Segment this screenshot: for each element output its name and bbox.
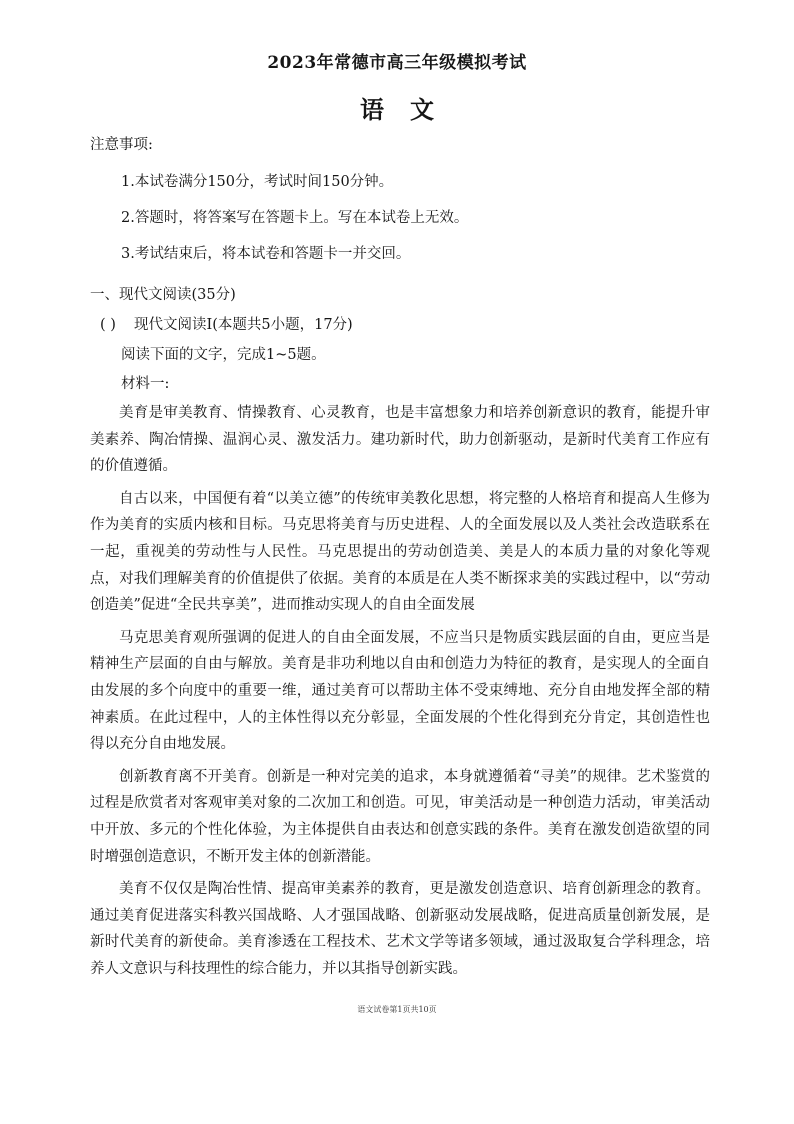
paragraph: 自古以来，中国便有着“以美立德”的传统审美教化思想，将完整的人格培育和提高人生修为作为美育的实质内核和目标。马克思将美育与历史进程、人的全面发展以及人类社会改造联系在一起，重视美的劳动性与人民性。马克思提出的劳动创造美、美是人的本质力量的对象化等观点，对我们理解美育的价值提供了依据。美育的本质是在人类不断探求美的实践过程中，以“劳动创造美”促进“全民共享美”，进而推动实现人的自由全面发展 — [90, 490, 710, 614]
note-item-3: 3.考试结束后，将本试卷和答题卡一并交回。 — [121, 246, 411, 262]
paragraph: 美育不仅仅是陶冶性情、提高审美素养的教育，更是激发创造意识、培育创新理念的教育。通过美育促进落实科教兴国战略、人才强国战略、创新驱动发展战略，促进高质量创新发展，是新时代美育的新使命。美育渗透在工程技术、艺术文学等诸多领域，通过汲取复合学科理念，培养人文意识与科技理性的综合能力，并以其指导创新实践。 — [90, 881, 710, 977]
notes-heading: 注意事项: — [90, 137, 153, 153]
score-paren: ( ) — [100, 317, 116, 333]
reading-instruction: 阅读下面的文字，完成1~5题。 — [121, 347, 326, 363]
subsection-text: 现代文阅读I(本题共5小题，17分) — [134, 317, 353, 333]
material-label: 材料一: — [121, 376, 170, 392]
subsection-heading — [100, 313, 353, 334]
section-heading: 一、现代文阅读(35分) — [90, 287, 236, 303]
material-body — [90, 400, 710, 988]
paragraph: 创新教育离不开美育。创新是一种对完美的追求，本身就遵循着“寻美”的规律。艺术鉴赏的过程是欣赏者对客观审美对象的二次加工和创造。可见，审美活动是一种创造力活动，审美活动中开放、多元的个性化体验，为主体提供自由表达和创意实践的条件。美育在激发创造欲望的同时增强创造意识，不断开发主体的创新潜能。 — [90, 768, 710, 865]
paragraph: 马克思美育观所强调的促进人的自由全面发展，不应当只是物质实践层面的自由，更应当是精神生产层面的自由与解放。美育是非功利地以自由和创造力为特征的教育，是实现人的全面自由发展的多个向度中的重要一维，通过美育可以帮助主体不受束缚地、充分自由地发挥全部的精神素质。在此过程中，人的主体性得以充分彰显，全面发展的个性化得到充分肯定，其创造性也得以充分自由地发展。 — [90, 629, 710, 753]
page-footer: 语文试卷第1页共10页 — [357, 1005, 437, 1014]
note-item-1: 1.本试卷满分150分，考试时间150分钟。 — [121, 174, 394, 190]
paragraph: 美育是审美教育、情操教育、心灵教育，也是丰富想象力和培养创新意识的教育，能提升审美素养、陶冶情操、温润心灵、激发活力。建功新时代，助力创新驱动，是新时代美育工作应有的价值遵循。 — [90, 405, 710, 475]
subject-title: 语文 — [360, 95, 460, 124]
note-item-2: 2.答题时，将答案写在答题卡上。写在本试卷上无效。 — [121, 210, 469, 226]
exam-title: 2023年常德市高三年级模拟考试 — [267, 53, 527, 73]
